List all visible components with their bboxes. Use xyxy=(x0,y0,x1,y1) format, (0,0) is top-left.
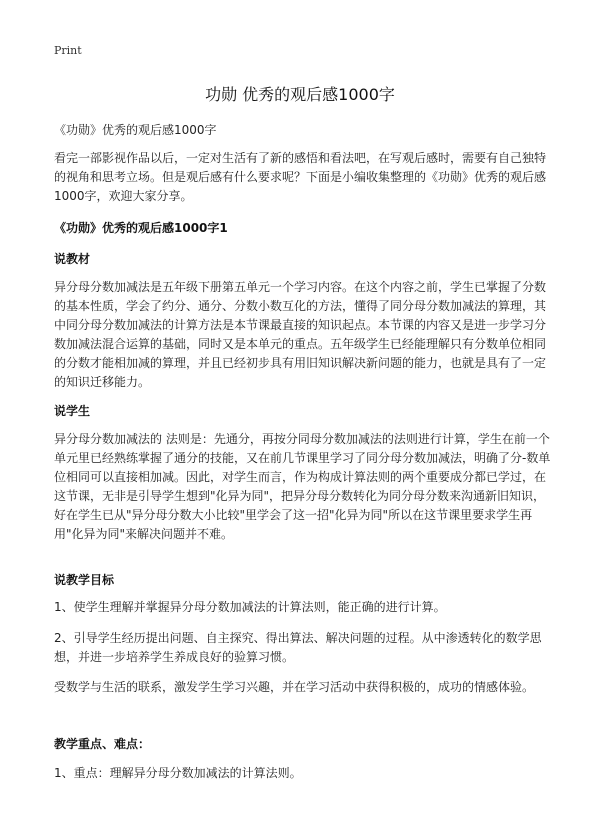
paragraph-students: 异分母分数加减法的 法则是：先通分，再按分同母分数加减法的法则进行计算，学生在前一个单元里已经熟练掌握了通分的技能，又在前几节课里学习了同分母分数加减法，明确了分-数单位相同可以直接相加减。因此，对学生而言，作为构成计算法则的两个重要成分都已学过，在这节课，无非是引导学生想到"化异为同"，把异分母分数转化为同分母分数来沟通新旧知识，好在学生已从"异分母分数大小比较"里学会了这一招"化异为同"所以在这节课里要求学生再用"化异为同"来解决问题并不难。 xyxy=(54,432,551,541)
paragraph-teaching-material: 异分母分数加减法是五年级下册第五单元一个学习内容。在这个内容之前，学生已掌握了分数的基本性质，学会了约分、通分、分数小数互化的方法，懂得了同分母分数加减法的算理，其中同分母分数加减法的计算方法是本节课最直接的知识起点。本节课的内容又是进一步学习分数加减法混合运算的基础，同时又是本单元的重点。五年级学生已经能理解只有分数单位相同的分数才能相加减的算理，并且已经初步具有用旧知识解决新问题的能力，也就是具有了一定的知识迁移能力。 xyxy=(54,280,547,389)
goal-item-3: 受数学与生活的联系，激发学生学习兴趣，并在学习活动中获得积极的，成功的情感体验。 xyxy=(54,680,535,694)
subtitle: 《功勋》优秀的观后感1000字 xyxy=(54,123,217,137)
section-heading-key-points: 教学重点、难点： xyxy=(54,737,151,751)
section-heading-teaching-material: 说教材 xyxy=(54,252,91,266)
intro-paragraph: 看完一部影视作品以后，一定对生活有了新的感悟和看法吧，在写观后感时，需要有自己独特的视角和思考立场。但是观后感有什么要求呢？下面是小编收集整理的《功勋》优秀的观后感1000字，欢迎大家分享。 xyxy=(54,151,547,203)
section-heading-students: 说学生 xyxy=(54,404,91,418)
goal-item-2: 2、引导学生经历提出问题、自主探究、得出算法、解决问题的过程。从中渗透转化的数学思想，并进一步培养学生养成良好的验算习惯。 xyxy=(54,631,542,664)
article-heading: 《功勋》优秀的观后感1000字1 xyxy=(54,221,228,235)
page-title: 功勋 优秀的观后感1000字 xyxy=(205,85,395,104)
section-heading-teaching-goals: 说教学目标 xyxy=(54,573,115,587)
goal-item-1: 1、使学生理解并掌握异分母分数加减法的计算法则，能正确的进行计算。 xyxy=(54,600,446,614)
print-label: Print xyxy=(54,44,82,57)
key-point-item-1: 1、重点：理解异分母分数加减法的计算法则。 xyxy=(54,766,302,780)
